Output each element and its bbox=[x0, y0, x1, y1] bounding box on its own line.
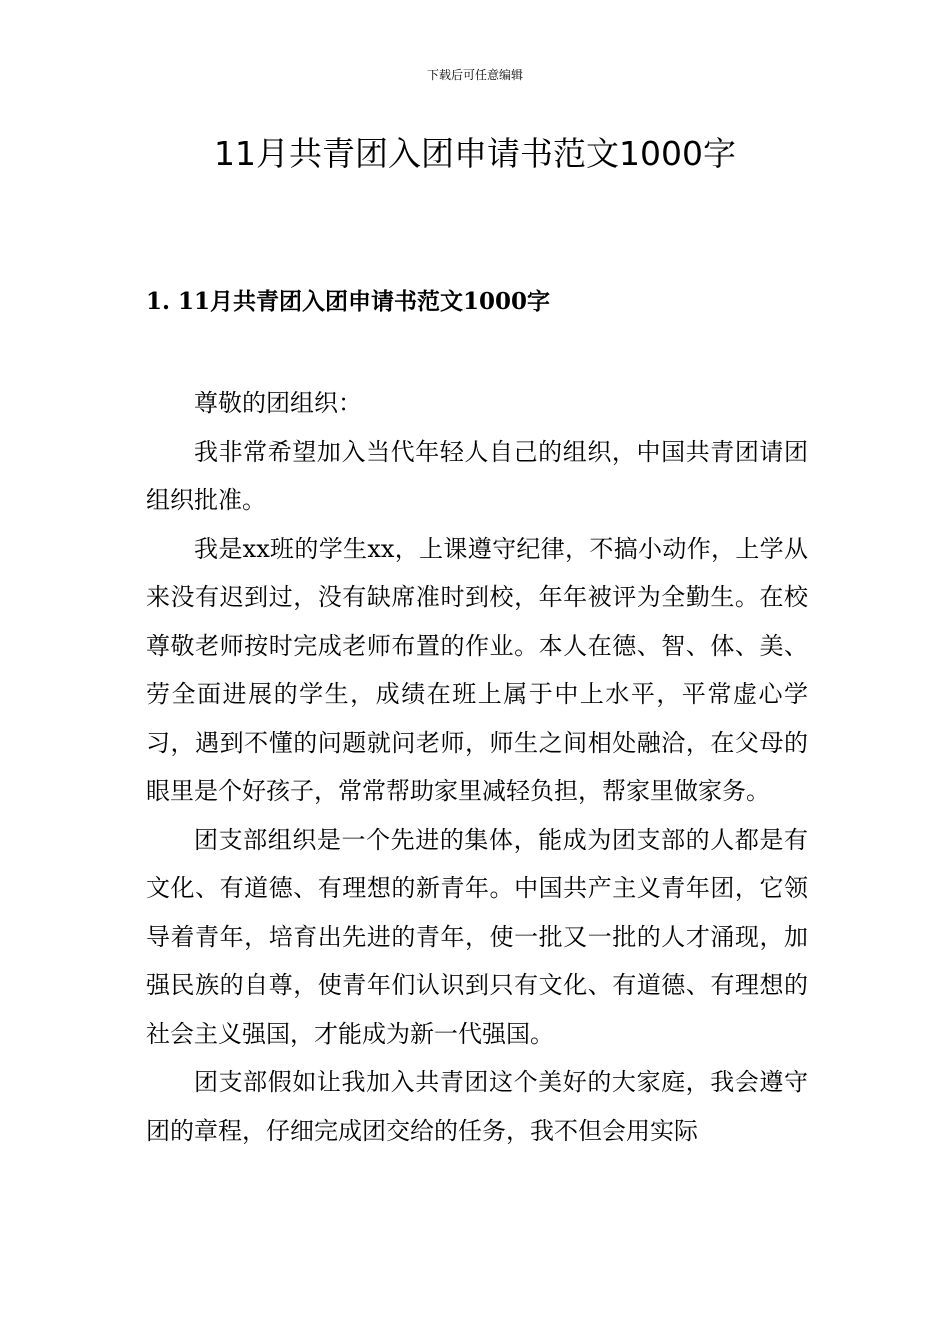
section-heading: 1. 11月共青团入团申请书范文1000字 bbox=[146, 288, 551, 315]
paragraph: 团支部组织是一个先进的集体，能成为团支部的人都是有文化、有道德、有理想的新青年。中国共产主义青年团，它领导着青年，培育出先进的青年，使一批又一批的人才涌现，加强民族的自尊，使青年们认识到只有文化、有道德、有理想的社会主义强国，才能成为新一代强国。 bbox=[146, 825, 808, 1048]
paragraph: 我非常希望加入当代年轻人自己的组织，中国共青团请团组织批准。 bbox=[146, 437, 808, 514]
document-title: 11月共青团入团申请书范文1000字 bbox=[214, 134, 736, 173]
document-body bbox=[146, 379, 808, 1155]
paragraph: 团支部假如让我加入共青团这个美好的大家庭，我会遵守团的章程，仔细完成团交给的任务，我不但会用实际 bbox=[146, 1068, 808, 1145]
header-note: 下载后可任意编辑 bbox=[426, 68, 523, 82]
paragraph: 我是xx班的学生xx，上课遵守纪律，不搞小动作，上学从来没有迟到过，没有缺席准时到校，年年被评为全勤生。在校尊敬老师按时完成老师布置的作业。本人在德、智、体、美、劳全面进展的学生，成绩在班上属于中上水平，平常虚心学习，遇到不懂的问题就问老师，师生之间相处融洽，在父母的眼里是个好孩子，常常帮助家里减轻负担，帮家里做家务。 bbox=[146, 534, 808, 805]
salutation: 尊敬的团组织： bbox=[194, 389, 362, 417]
